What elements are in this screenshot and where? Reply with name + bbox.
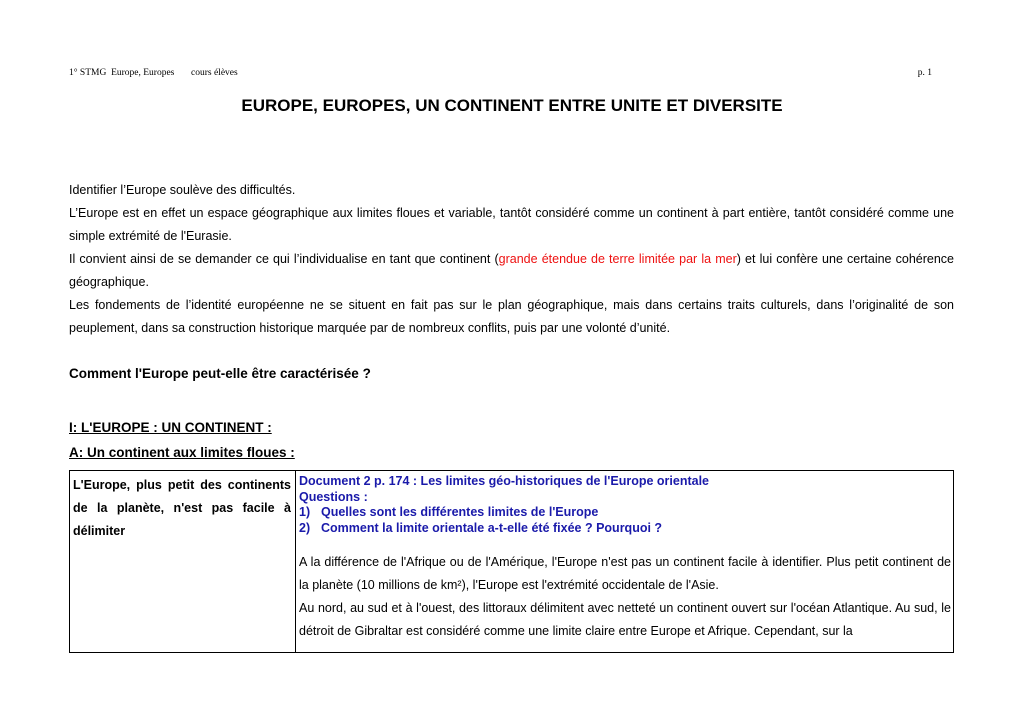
intro-paragraph-3 [69, 248, 954, 294]
column-divider [295, 471, 296, 652]
intro-paragraph-2: L’Europe est en effet un espace géographique aux limites floues et variable, tantôt considéré comme un continent à part entière, tantôt considéré comme une simple extrémité de l'Eurasie. [69, 206, 954, 243]
content-table [69, 470, 954, 653]
header-course-info: 1° STMG Europe, Europes cours élèves [69, 68, 238, 78]
problematic-question: Comment l'Europe peut-elle être caractérisée ? [69, 366, 371, 381]
document-reference: Document 2 p. 174 : Les limites géo-historiques de l'Europe orientale [299, 474, 710, 488]
table-left-cell: L'Europe, plus petit des continents de la planète, n'est pas facile à délimiter [73, 478, 291, 538]
continent-definition: grande étendue de terre limitée par la mer [498, 252, 737, 266]
question-number: 2) [299, 520, 311, 535]
questions-label: Questions : [299, 489, 368, 504]
page-number: p. 1 [917, 68, 932, 78]
question-number: 1) [299, 505, 311, 519]
answer-paragraph-1: A la différence de l'Afrique ou de l'Amérique, l'Europe n'est pas un continent facile à identifier. Plus petit continent de la planète (10 millions de km²), l'Europe est l'extrémité occidentale de l'Asie. [299, 555, 951, 592]
answer-paragraph-2: Au nord, au sud et à l'ouest, des littoraux délimitent avec netteté un continent ouvert sur l'océan Atlantique. Au sud, le détroit de Gibraltar est considéré comme une limite claire entre Europe et Afrique. Cependant, sur la [299, 601, 951, 638]
section-heading-1: I: L'EUROPE : UN CONTINENT : [69, 420, 272, 435]
intro-p3-end: ) et lui confère une certaine cohérence géographique. [69, 252, 955, 289]
intro-paragraph-1: Identifier l’Europe soulève des difficultés. [69, 183, 296, 197]
document-title: EUROPE, EUROPES, UN CONTINENT ENTRE UNITE ET DIVERSITE [241, 96, 783, 115]
subsection-heading-a: A: Un continent aux limites floues : [69, 445, 295, 460]
question-item [299, 521, 951, 537]
question-text: Comment la limite orientale a-t-elle été fixée ? Pourquoi ? [321, 520, 663, 535]
page-header [69, 68, 932, 82]
intro-p3-start: Il convient ainsi de se demander ce qui l’individualise en tant que continent ( [69, 252, 499, 266]
introduction [69, 179, 954, 340]
question-item [299, 505, 951, 521]
question-text: Quelles sont les différentes limites de l'Europe [321, 505, 599, 519]
intro-paragraph-4: Les fondements de l’identité européenne ne se situent en fait pas sur le plan géographique, mais dans certains traits culturels, dans l’originalité de son peuplement, dans sa construction historique marquée par de nombreux conflits, puis par une volonté d’unité. [69, 298, 954, 335]
table-right-cell [299, 474, 951, 643]
